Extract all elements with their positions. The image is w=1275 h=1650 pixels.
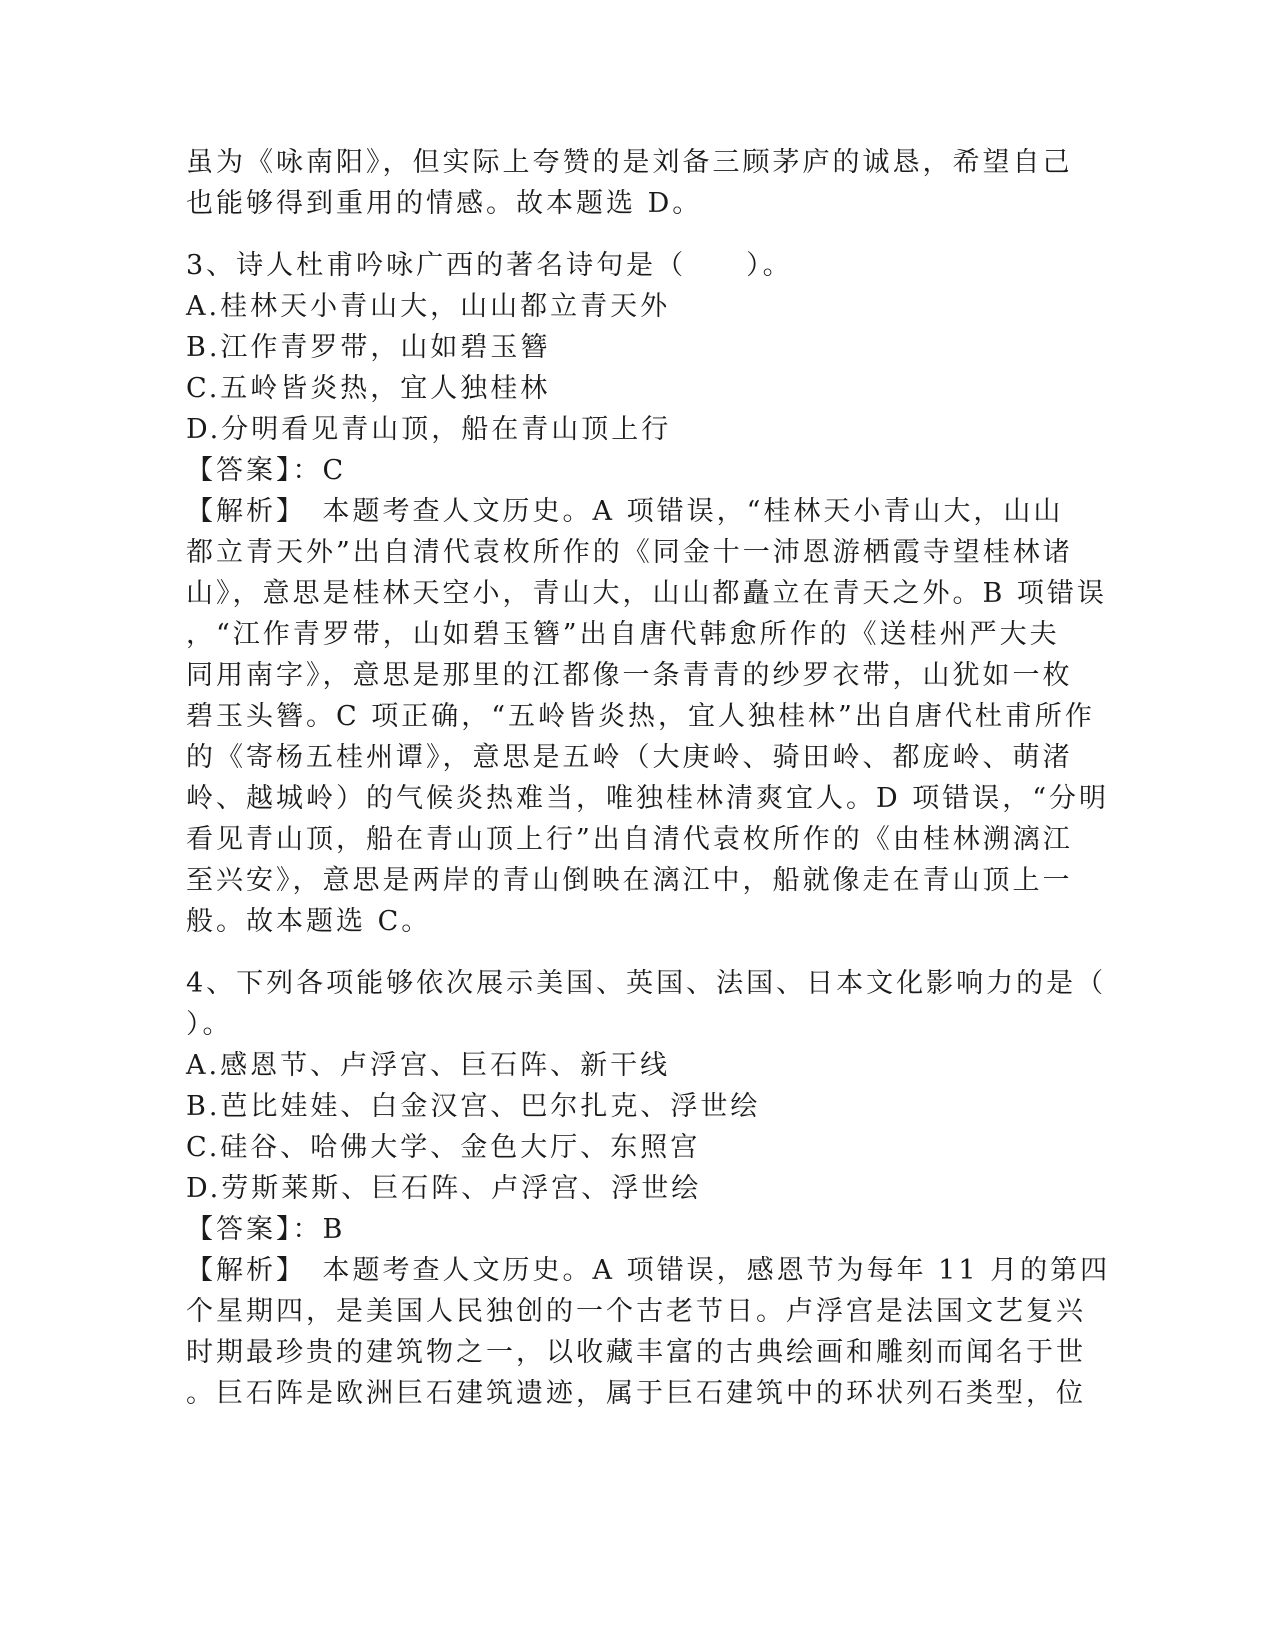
q4-analysis-line: 【解析】 本题考查人文历史。A 项错误，感恩节为每年 11 月的第四 [186,1255,1111,1286]
q4-question-line-2: ）。 [186,1009,233,1040]
q4-option-a: A.感恩节、卢浮宫、巨石阵、新干线 [186,1050,671,1081]
q3-option-a: A.桂林天小青山大，山山都立青天外 [186,291,671,322]
q3-option-d: D.分明看见青山顶，船在青山顶上行 [186,414,672,445]
q3-option-b: B.江作青罗带，山如碧玉簪 [186,332,551,363]
q4-analysis-line: 。巨石阵是欧洲巨石建筑遗迹，属于巨石建筑中的环状列石类型，位 [186,1378,1086,1409]
q4-option-c: C.硅谷、哈佛大学、金色大厅、东照宫 [186,1132,701,1163]
q4-analysis-line: 时期最珍贵的建筑物之一，以收藏丰富的古典绘画和雕刻而闻名于世 [186,1337,1086,1368]
q3-analysis-line: 岭、越城岭）的气候炎热难当，唯独桂林清爽宜人。D 项错误，“分明 [186,783,1110,814]
q3-analysis-line: ，“江作青罗带，山如碧玉簪”出自唐代韩愈所作的《送桂州严大夫 [186,619,1060,650]
q3-question: 3、诗人杜甫吟咏广西的著名诗句是（ ）。 [186,250,793,281]
q3-analysis-line: 碧玉头簪。C 项正确，“五岭皆炎热，宜人独桂林”出自唐代杜甫所作 [186,701,1095,732]
q4-option-d: D.劳斯莱斯、巨石阵、卢浮宫、浮世绘 [186,1173,702,1204]
q3-analysis-line: 同用南字》，意思是那里的江都像一条青青的纱罗衣带，山犹如一枚 [186,660,1073,691]
q3-analysis-line: 般。故本题选 C。 [186,906,432,937]
q3-analysis-line: 【解析】 本题考查人文历史。A 项错误，“桂林天小青山大，山山 [186,496,1064,527]
q3-analysis-line: 看见青山顶，船在青山顶上行”出自清代袁枚所作的《由桂林溯漓江 [186,824,1073,855]
q3-option-c: C.五岭皆炎热，宜人独桂林 [186,373,551,404]
q3-analysis-line: 至兴安》，意思是两岸的青山倒映在漓江中，船就像走在青山顶上一 [186,865,1073,896]
q4-answer: 【答案】：B [186,1214,346,1245]
q3-analysis-line: 都立青天外”出自清代袁枚所作的《同金十一沛恩游栖霞寺望桂林诸 [186,537,1073,568]
q3-analysis-line: 的《寄杨五桂州谭》，意思是五岭（大庚岭、骑田岭、都庞岭、萌渚 [186,742,1073,773]
q4-question-line-1: 4、下列各项能够依次展示美国、英国、法国、日本文化影响力的是（ [186,968,1107,999]
q3-analysis-line: 山》，意思是桂林天空小，青山大，山山都矗立在青天之外。B 项错误 [186,578,1107,609]
q4-analysis-line: 个星期四，是美国人民独创的一个古老节日。卢浮宫是法国文艺复兴 [186,1296,1086,1327]
q3-answer: 【答案】：C [186,455,347,486]
continuation-line-2: 也能够得到重用的情感。故本题选 D。 [186,188,703,219]
q4-option-b: B.芭比娃娃、白金汉宫、巴尔扎克、浮世绘 [186,1091,761,1122]
continuation-line-1: 虽为《咏南阳》，但实际上夸赞的是刘备三顾茅庐的诚恳，希望自己 [186,147,1073,178]
